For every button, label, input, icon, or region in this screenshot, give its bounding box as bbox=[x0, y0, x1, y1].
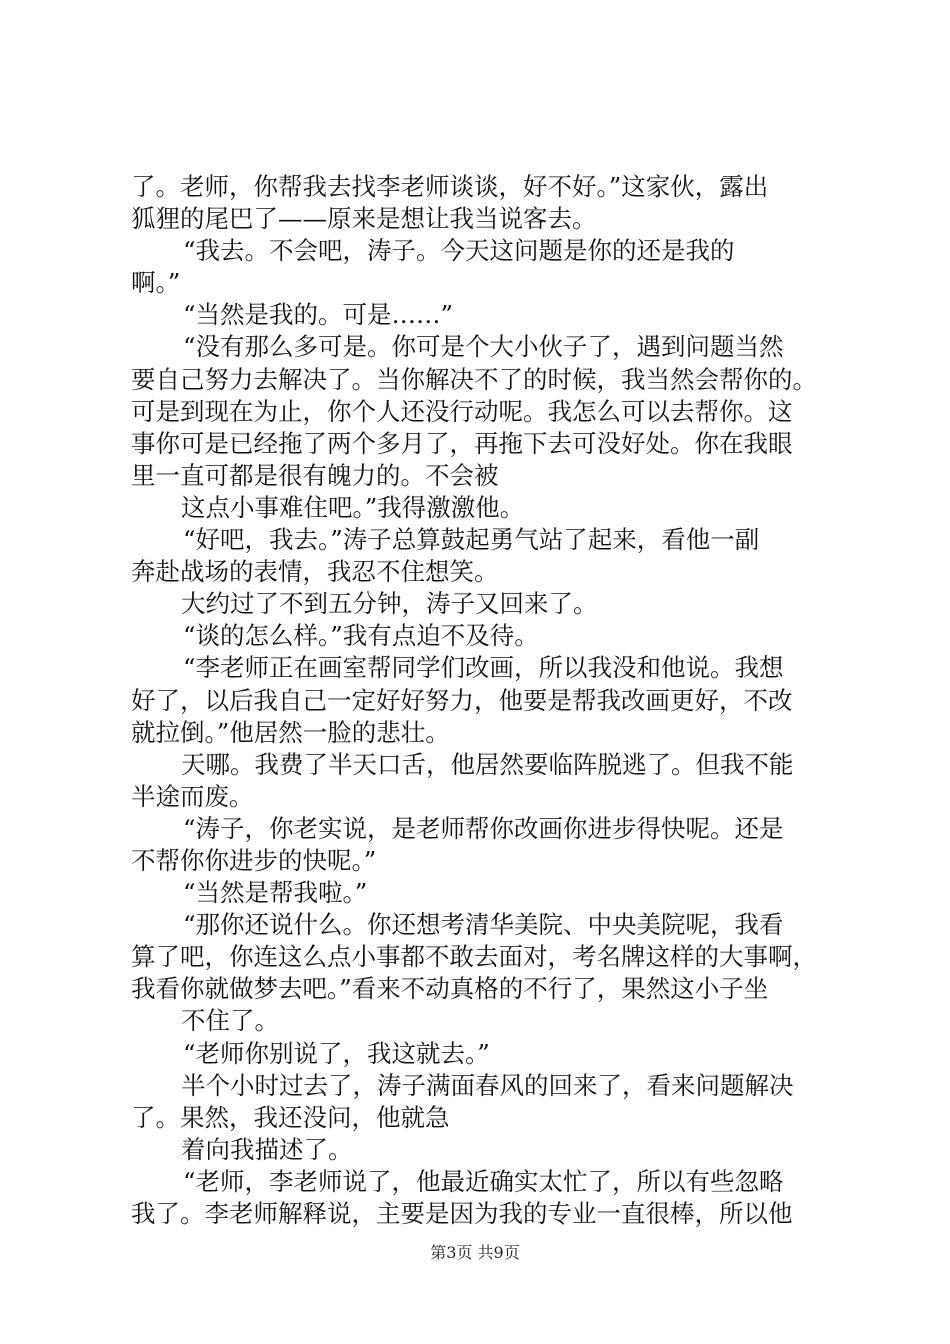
text-line: 大约过了不到五分钟，涛子又回来了。 bbox=[181, 589, 598, 619]
text-line: 算了吧，你连这么点小事都不敢去面对，考名牌这样的大事啊， bbox=[131, 942, 817, 972]
text-line: 可是到现在为止，你个人还没行动呢。我怎么可以去帮你。这 bbox=[131, 396, 793, 426]
text-line: “当然是帮我啦。” bbox=[183, 878, 368, 908]
text-line: “好吧，我去。”涛子总算鼓起勇气站了起来，看他一副 bbox=[183, 525, 760, 555]
text-line: 这点小事难住吧。”我得激激他。 bbox=[181, 492, 525, 522]
text-line: 了。老师，你帮我去找李老师谈谈，好不好。”这家伙，露出 bbox=[131, 172, 769, 201]
text-line: “谈的怎么样。”我有点迫不及待。 bbox=[183, 621, 539, 651]
text-line: 了。果然，我还没问，他就急 bbox=[131, 1102, 450, 1132]
text-line: 要自己努力去解决了。当你解决不了的时候，我当然会帮你的。 bbox=[131, 364, 817, 394]
text-line: 不帮你你进步的快呢。” bbox=[131, 845, 377, 875]
text-line: 半途而废。 bbox=[131, 781, 254, 811]
text-line: 就拉倒。”他居然一脸的悲壮。 bbox=[131, 717, 450, 747]
text-line: 我了。李老师解释说，主要是因为我的专业一直很棒，所以他 bbox=[131, 1199, 793, 1228]
text-line: “老师你别说了，我这就去。” bbox=[183, 1038, 490, 1068]
text-line: “李老师正在画室帮同学们改画，所以我没和他说。我想 bbox=[183, 653, 784, 683]
text-line: 不住了。 bbox=[181, 1006, 279, 1036]
text-line: “涛子，你老实说，是老师帮你改画你进步得快呢。还是 bbox=[183, 813, 784, 843]
text-line: 半个小时过去了，涛子满面春风的回来了，看来问题解决 bbox=[181, 1070, 794, 1100]
text-line: 奔赴战场的表情，我忍不住想笑。 bbox=[131, 557, 499, 587]
text-line: “没有那么多可是。你可是个大小伙子了，遇到问题当然 bbox=[183, 332, 784, 362]
text-line: 事你可是已经拖了两个多月了，再拖下去可没好处。你在我眼 bbox=[131, 428, 793, 458]
text-line: 着向我描述了。 bbox=[181, 1134, 353, 1164]
text-line: 天哪。我费了半天口舌，他居然要临阵脱逃了。但我不能 bbox=[181, 749, 794, 779]
body-text bbox=[131, 171, 831, 1230]
text-line: 啊。” bbox=[131, 268, 181, 298]
page-number-footer: 第3页 共9页 bbox=[430, 1243, 520, 1262]
text-line: “我去。不会吧，涛子。今天这问题是你的还是我的 bbox=[183, 236, 735, 266]
text-line: 好了，以后我自己一定好好努力，他要是帮我改画更好，不改 bbox=[131, 685, 793, 715]
text-line: 狐狸的尾巴了——原来是想让我当说客去。 bbox=[131, 204, 597, 234]
text-line: “当然是我的。可是……” bbox=[183, 300, 454, 330]
text-line: “那你还说什么。你还想考清华美院、中央美院呢，我看 bbox=[183, 910, 784, 940]
text-line: 我看你就做梦去吧。”看来不动真格的不行了，果然这小子坐 bbox=[131, 974, 769, 1004]
text-line: 里一直可都是很有魄力的。不会被 bbox=[131, 460, 499, 490]
text-line: “老师，李老师说了，他最近确实太忙了，所以有些忽略 bbox=[183, 1166, 784, 1196]
